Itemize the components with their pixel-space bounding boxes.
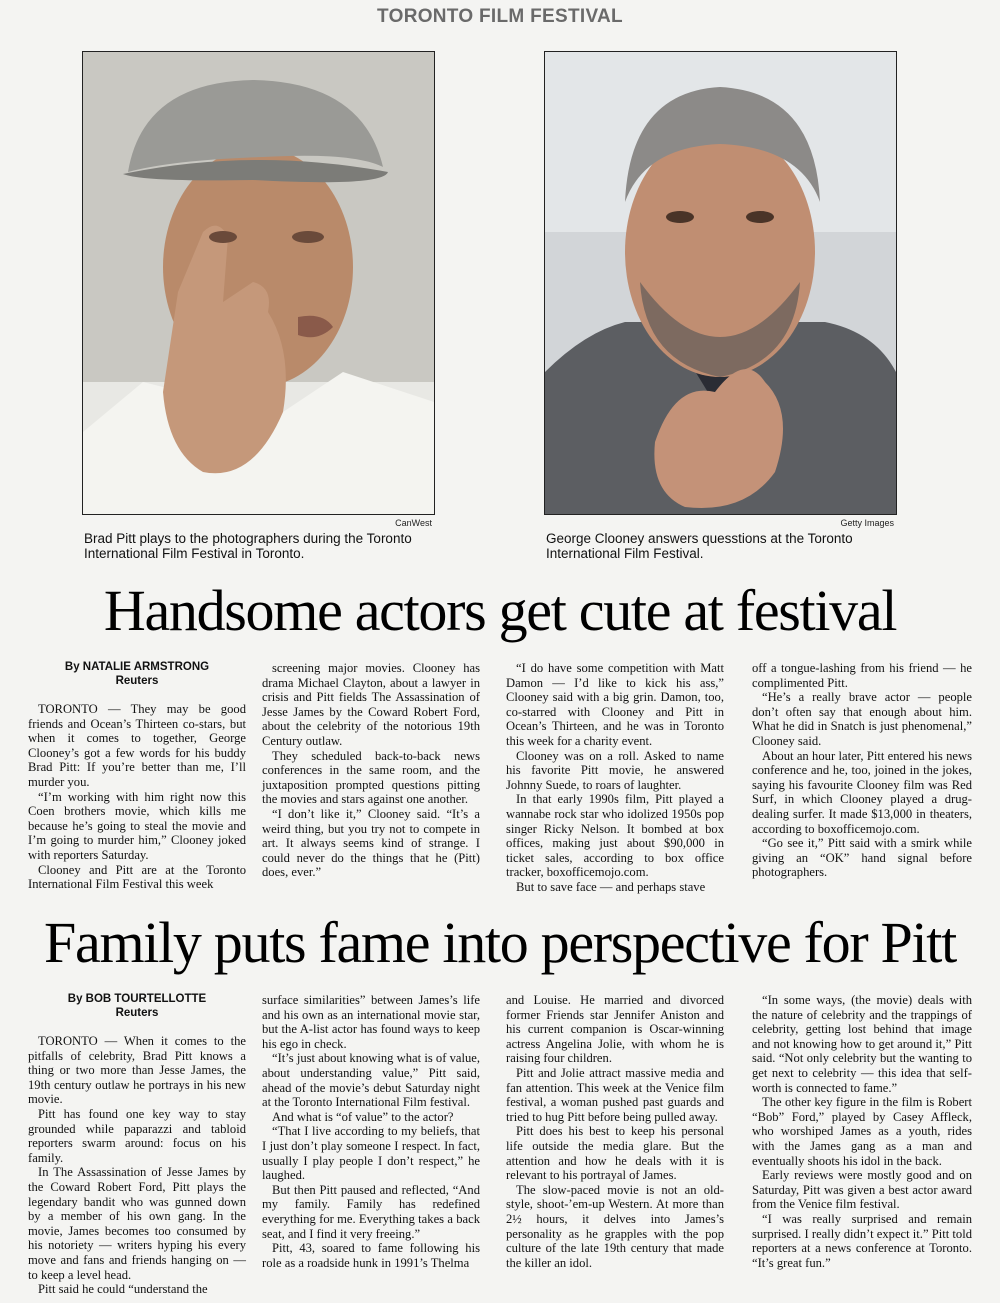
paragraph: “It’s just about knowing what is of value, about understanding value,” Pitt said, ahead of the movie’s debut Saturday night at the Toronto International Film festival. bbox=[262, 1051, 480, 1110]
article-headline: Family puts fame into perspective for Pitt bbox=[44, 910, 956, 975]
byline-author: By NATALIE ARMSTRONG bbox=[64, 661, 210, 673]
paragraph: surface similarities” between James’s life and his own as an international movie star, but the A-list actor has found ways to keep his ego in check. bbox=[262, 993, 480, 1051]
article-column bbox=[752, 661, 972, 880]
byline bbox=[28, 993, 246, 1020]
article-column bbox=[506, 661, 724, 895]
paragraph: Pitt and Jolie attract massive media and fan attention. This week at the Venice film festival, a woman pushed past guards and tried to hug Pitt before being pulled away. bbox=[506, 1065, 724, 1124]
paragraph: The other key figure in the film is Robert “Bob” Ford,” played by Casey Affleck, who worshiped James as a youth, rides with the James gang as a man and eventually shoots his idol in the back. bbox=[752, 1095, 972, 1168]
paragraph: Clooney was on a roll. Asked to name his favorite Pitt movie, he answered Johnny Suede, to roars of laughter. bbox=[506, 748, 724, 792]
paragraph: Pitt has found one key way to stay grounded while paparazzi and tabloid reporters swarm around: focus on his family. bbox=[28, 1106, 246, 1165]
paragraph: and Louise. He married and divorced former Friends star Jennifer Aniston and his current companion is Oscar-winning actress Angelina Jolie, with whom he is raising four children. bbox=[506, 993, 724, 1066]
paragraph: Early reviews were mostly good and on Saturday, Pitt was given a best actor award from the Venice film festival. bbox=[752, 1168, 972, 1212]
byline-agency: Reuters bbox=[115, 674, 159, 687]
article-column bbox=[262, 993, 480, 1270]
photo-credit: CanWest bbox=[395, 518, 432, 528]
paragraph: Clooney and Pitt are at the Toronto International Film Festival this week bbox=[28, 862, 246, 892]
paragraph: “He’s a really brave actor — people don’t often say that enough about him. What he did in Snatch is just phenomenal,” Clooney said. bbox=[752, 690, 972, 748]
paragraph: But then Pitt paused and reflected, “And my family. Family has redefined everything for me. Everything takes a back seat, and I find it very freeing.” bbox=[262, 1182, 480, 1241]
paragraph: The slow-paced movie is not an old-style, shoot-’em-up Western. At more than 2½ hours, it delves into James’s personality as he grapples with the pop culture of the late 19th century that made the killer an idol. bbox=[506, 1182, 724, 1270]
paragraph: They scheduled back-to-back news conferences in the same room, and the juxtaposition prompted questions pitting the movies and stars against one another. bbox=[262, 748, 480, 807]
byline-agency: Reuters bbox=[115, 1006, 159, 1019]
paragraph: TORONTO — They may be good friends and Ocean’s Thirteen co-stars, but when it comes to together, George Clooney’s got a few words for his buddy Brad Pitt: If you’re better than me, I’ll murder you. bbox=[28, 702, 246, 789]
paragraph: “I do have some competition with Matt Damon — I’d like to kick his ass,” Clooney said with a big grin. Damon, too, co-starred with Clooney and Pitt in Ocean’s Thirteen, and he was in Toronto this week for a charity event. bbox=[506, 661, 724, 748]
paragraph: screening major movies. Clooney has drama Michael Clayton, about a lawyer in crisis and Pitt fields The Assassination of Jesse James by the Coward Robert Ford, about the celebrity of the notorious 19th Century outlaw. bbox=[262, 661, 480, 748]
article-column bbox=[28, 661, 246, 892]
byline bbox=[28, 661, 246, 688]
article-column bbox=[28, 993, 246, 1297]
paragraph: About an hour later, Pitt entered his news conference and he, too, joined in the jokes, saying his favourite Clooney film was Red Surf, in which Clooney played a drug-dealing surfer. It made $13,000 in theaters, according to boxofficemojo.com. bbox=[752, 748, 972, 836]
paragraph: “That I live according to my beliefs, that I just don’t play someone I respect. In fact, usually I play people I don’t respect,” he laughed. bbox=[262, 1124, 480, 1183]
paragraph: “Go see it,” Pitt said with a smirk while giving an “OK” hand signal before photographers. bbox=[752, 836, 972, 880]
paragraph: “In some ways, (the movie) deals with the nature of celebrity and the trappings of celebrity, getting lost behind that image and not knowing how to get around it,” Pitt said. “Not only celebrity but the wanting to get next to celebrity — this idea that self-worth is connected to fame.” bbox=[752, 993, 972, 1095]
paragraph: And what is “of value” to the actor? bbox=[272, 1109, 454, 1124]
brad-pitt-photo bbox=[82, 51, 435, 515]
byline-author: By BOB TOURTELLOTTE bbox=[67, 993, 207, 1005]
article-column bbox=[506, 993, 724, 1270]
paragraph: “I was really surprised and remain surprised. I really didn’t expect it.” Pitt told reporters at a news conference at Toronto. “It’s great fun.” bbox=[752, 1211, 972, 1270]
article-column bbox=[752, 993, 972, 1270]
paragraph: off a tongue-lashing from his friend — he complimented Pitt. bbox=[752, 661, 972, 690]
george-clooney-photo bbox=[544, 51, 897, 515]
article-column bbox=[262, 661, 480, 880]
paragraph: In that early 1990s film, Pitt played a wannabe rock star who idolized 1950s pop singer Ricky Nelson. It bombed at box offices, making just about $90,000 in ticket sales, according to box office tracker, boxofficemojo.com. bbox=[506, 792, 724, 880]
section-label: TORONTO FILM FESTIVAL bbox=[377, 6, 623, 27]
paragraph: “I’m working with him right now this Coen brothers movie, which kills me because he’s going to steal the movie and I’m going to murder him,” Clooney joked with reporters Saturday. bbox=[28, 789, 246, 862]
paragraph: Pitt, 43, soared to fame following his role as a roadside hunk in 1991’s Thelma bbox=[262, 1241, 480, 1270]
photo-caption: Brad Pitt plays to the photographers during the Toronto International Film Festival in Toronto. bbox=[84, 531, 412, 561]
paragraph: TORONTO — When it comes to the pitfalls of celebrity, Brad Pitt knows a thing or two more than Jesse James, the 19th century outlaw he portrays in his new movie. bbox=[28, 1034, 246, 1107]
photo-credit: Getty Images bbox=[840, 518, 894, 528]
paragraph: Pitt said he could “understand the bbox=[38, 1282, 208, 1297]
paragraph: In The Assassination of Jesse James by the Coward Robert Ford, Pitt plays the legendary bandit who was gunned down by a member of his own gang. In the movie, James becomes too consumed by his notoriety — writers hyping his every move and fans and friends hanging on — to keep a level head. bbox=[28, 1165, 246, 1282]
paragraph: Pitt does his best to keep his personal life outside the media glare. But the attention and how he deals with it is relevant to his portrayal of James. bbox=[506, 1124, 724, 1183]
photo-caption: George Clooney answers quesstions at the Toronto International Film Festival. bbox=[546, 531, 853, 561]
article-headline: Handsome actors get cute at festival bbox=[103, 578, 897, 643]
paragraph: But to save face — and perhaps stave bbox=[516, 879, 706, 894]
paragraph: “I don’t like it,” Clooney said. “It’s a weird thing, but you try not to compete in art. It always seems kind of strange. I could never do the things that he (Pitt) does, ever.” bbox=[262, 806, 480, 880]
